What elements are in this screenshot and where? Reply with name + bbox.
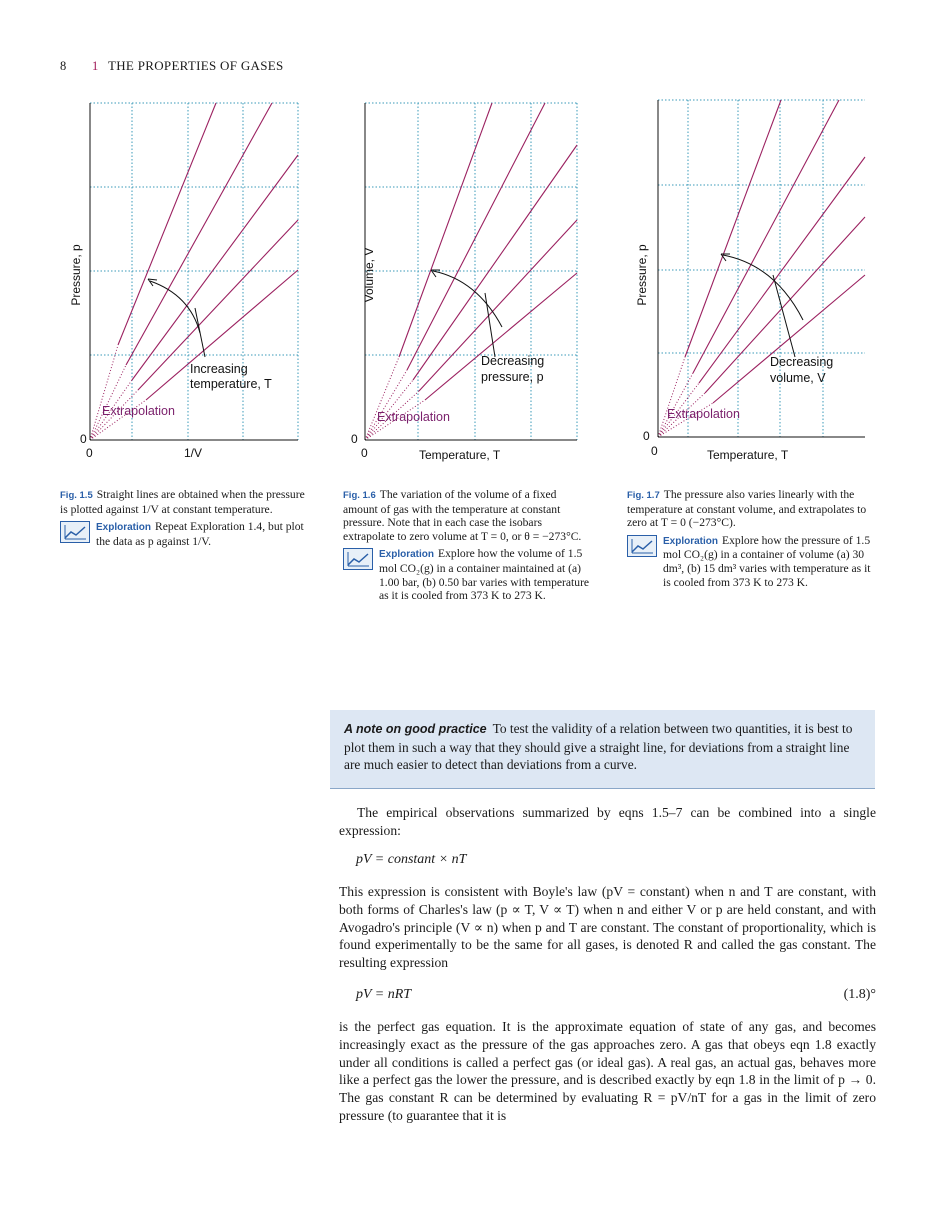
figure-1-7 [625,95,875,465]
x-axis-label: Temperature, T [419,448,501,462]
figure-1-6-plot [337,95,587,465]
isotherm-line [132,155,298,380]
trend-arrow [150,281,200,333]
exploration-text: Repeat Exploration 1.4, but plot the data as p against 1/V. [96,520,304,548]
page-number: 8 [60,59,67,73]
extrapolation-label: Extrapolation [102,404,175,418]
caption-text: Straight lines are obtained when the pressure is plotted against 1/V at constant temperature. [60,488,305,516]
figure-1-5 [60,95,310,465]
exploration-label: Exploration [379,549,435,561]
extrapolation-line [90,345,118,440]
extrapolation-line [365,357,399,440]
caption-fig-1-7 [627,488,875,589]
trend-arrow [723,255,803,320]
paragraph-text: is the perfect gas equation. It is the approximate equation of state of any gas, and becomes increasingly exact as the pressure of the gas approaches zero. A gas that obeys eqn 1.8 exactly under all conditions is called a perfect gas (or ideal gas). A real gas, an actual gas, behaves more like a perfect gas the lower the pressure, and is described exactly by eqn 1.8 in the limit of p → 0. The gas constant R can be determined by evaluating R = pV/nT for a gas in the limit of zero pressure (to guarantee that it is [339,1019,876,1123]
annotation-line-1: Decreasing [770,355,834,369]
callout-line [773,275,795,357]
caption-fig-1-6 [343,488,593,603]
extrapolation-line [365,370,407,440]
paragraph-text: The empirical observations summarized by eqns 1.5–7 can be combined into a single expression: [339,805,876,838]
x-zero-label: 0 [651,444,658,458]
callout-line [485,293,495,357]
isobar-line [413,145,577,380]
body-paragraph-1 [339,804,876,840]
body-paragraph-3 [339,1018,876,1125]
callout-line [195,308,205,357]
chapter-title: THE PROPERTIES OF GASES [108,58,284,73]
equation-text: pV = constant × nT [356,852,467,867]
running-header [60,58,284,74]
arrow-head-icon [148,279,157,286]
exploration-block [627,534,875,589]
exploration-block [60,520,306,548]
extrapolation-label: Extrapolation [377,410,450,424]
x-axis-label: 1/V [184,446,203,460]
y-axis-label: Volume, V [362,247,376,303]
figure-1-7-plot [625,95,875,465]
isochore-line [685,100,781,357]
equation-number: (1.8)° [843,987,876,1002]
x-zero-label: 0 [361,446,368,460]
origin-label: 0 [351,432,358,446]
note-title: A note on good practice [344,722,487,736]
good-practice-note [330,710,875,789]
origin-label: 0 [643,429,650,443]
body-paragraph-2 [339,883,876,972]
isobar-line [399,103,492,357]
y-axis-label: Pressure, p [635,244,649,306]
paragraph-text: This expression is consistent with Boyle's law (pV = constant) when n and T are constant, with both forms of Charles's law (p ∝ T, V ∝ T) when n and either V or p are held constant, and with Avogadro's principle (V ∝ n) when p and T are constant. The constant of proportionality, which is found experimentally to be the same for all gases, is denoted R and called the gas constant. The resulting expression [339,884,876,971]
annotation-line-2: volume, V [770,371,826,385]
exploration-chart-icon[interactable] [60,521,90,543]
annotation-line-1: Decreasing [481,354,545,368]
figure-1-6 [337,95,587,465]
x-zero-label: 0 [86,446,93,460]
chapter-number: 1 [92,59,99,73]
exploration-chart-icon[interactable] [343,548,373,570]
annotation-line-2: pressure, p [481,370,544,384]
equation-1-8 [356,987,876,1003]
exploration-text: Explore how the volume of 1.5 mol CO₂(g) in a container maintained at (a) 1.00 bar, (b) 0.50 bar varies with temperature as it is cooled from 373 K to 273 K. [379,547,590,603]
origin-label: 0 [80,432,87,446]
exploration-label: Exploration [96,522,152,534]
extrapolation-line [90,365,126,440]
exploration-block [343,547,593,602]
figure-number: Fig. 1.5 [60,490,93,501]
note-text: To test the validity of a relation between two quantities, it is best to plot them in such a way that they should give a straight line, for deviations from a straight line are much easier to detect than deviations from a curve. [344,721,853,772]
figure-1-5-plot [60,95,310,465]
exploration-label: Exploration [663,535,719,547]
equation-text: pV = nRT [356,987,412,1002]
equation-1 [356,852,876,868]
annotation-line-1: Increasing [190,362,248,376]
isotherm-line [118,103,216,345]
caption-text: The pressure also varies linearly with the temperature at constant volume, and extrapolates to zero at T = 0 (−273°C). [627,488,867,530]
figure-number: Fig. 1.6 [343,490,376,501]
figure-number: Fig. 1.7 [627,490,660,501]
exploration-chart-icon[interactable] [627,535,657,557]
y-axis-label: Pressure, p [69,244,83,306]
x-axis-label: Temperature, T [707,448,789,462]
annotation-line-2: temperature, T [190,377,272,391]
exploration-text: Explore how the pressure of 1.5 mol CO₂(g) in a container of volume (a) 30 dm³, (b) 15 dm³ varies with temperature as it is cooled from 373 K to 273 K. [663,533,871,589]
caption-text: The variation of the volume of a fixed amount of gas with the temperature at constant pressure. Note that in each case the isobars extrapolate to zero volume at T = 0, or θ = −273°C. [343,488,582,543]
caption-fig-1-5 [60,488,306,548]
extrapolation-label: Extrapolation [667,407,740,421]
